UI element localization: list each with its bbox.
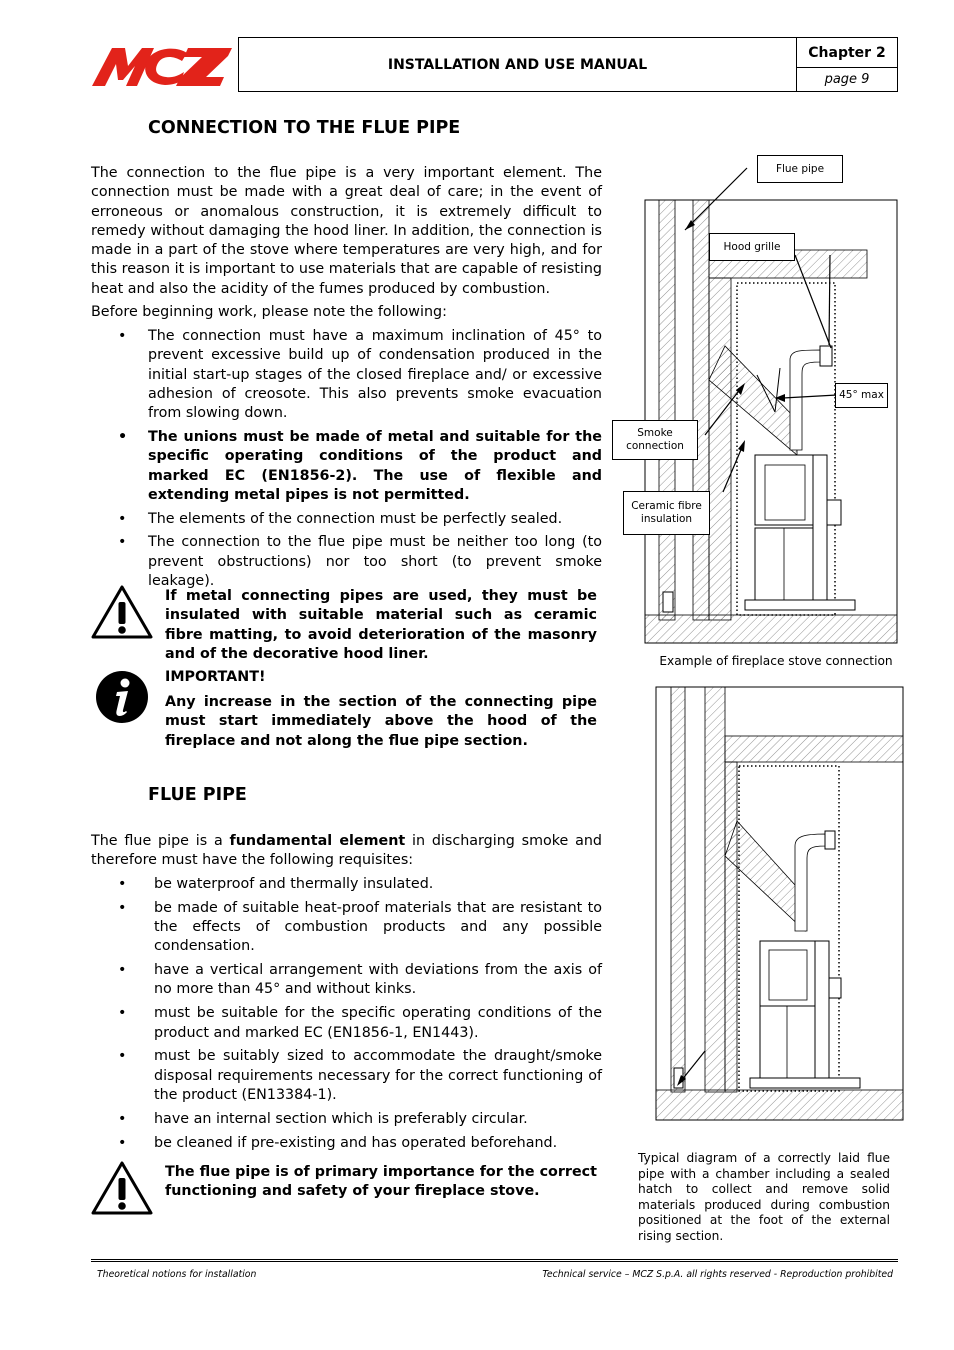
intro-text-end: in discharging smoke and therefore must have the following requisites: (91, 833, 602, 869)
warning-icon (90, 1160, 154, 1216)
flue-pipe-intro (91, 832, 602, 871)
footer-left-text: Theoretical notions for installation (97, 1269, 257, 1280)
list-item: • be waterproof and thermally insulated. (91, 875, 602, 894)
list-item: • be cleaned if pre-existing and has operated beforehand. (91, 1134, 602, 1153)
list-item: • The unions must be made of metal and suitable for the specific operating conditions of the product and marked EC (EN1856-2). The use of flexible and extending metal pipes is not permitted. (91, 428, 602, 505)
footer-right-text: Technical service – MCZ S.p.A. all rights reserved - Reproduction prohibited (542, 1269, 893, 1280)
list-item: • have an internal section which is preferably circular. (91, 1110, 602, 1129)
header-box (238, 37, 898, 92)
intro-text: The flue pipe is a (91, 833, 230, 849)
footer-rule (91, 1259, 898, 1262)
label-smoke-connection: Smoke connection (612, 420, 698, 460)
section-heading-flue-pipe: FLUE PIPE (148, 785, 247, 805)
important-title: IMPORTANT! (165, 669, 266, 685)
label-45-max: 45° max (835, 383, 888, 408)
manual-title: INSTALLATION AND USE MANUAL (239, 38, 797, 91)
warning-text-flue-pipe: The flue pipe is of primary importance for the correct functioning and safety of your fireplace stove. (165, 1164, 597, 1200)
list-item: • must be suitable for the specific operating conditions of the product and marked EC (EN1856-1, EN1443). (91, 1004, 602, 1043)
figure1-caption: Example of fireplace stove connection (659, 654, 893, 668)
figure2-caption: Typical diagram of a correctly laid flue pipe with a chamber including a sealed hatch to collect and remove solid materials produced during combustion positioned at the foot of the external rising section. (638, 1151, 890, 1243)
label-flue-pipe: Flue pipe (757, 155, 843, 183)
chapter-label: Chapter 2 (797, 38, 897, 68)
list-item: • The elements of the connection must be perfectly sealed. (91, 510, 602, 529)
info-icon (95, 670, 149, 724)
list-item: • The connection must have a maximum inclination of 45° to prevent excessive build up of condensation produced in the initial start-up stages of the closed fireplace and/ or excessive adhesion of creosote. This also prevents smoke evacuation from slowing down. (91, 327, 602, 423)
flue-pipe-bullet-list (91, 875, 602, 1157)
section-heading-connection: CONNECTION TO THE FLUE PIPE (148, 118, 461, 138)
warning-text-insulation: If metal connecting pipes are used, they must be insulated with suitable material such as ceramic fibre matting, to avoid deterioration of the masonry and of the decorative hood liner. (165, 588, 597, 662)
page-number: page 9 (824, 72, 870, 87)
label-hood-grille: Hood grille (709, 233, 795, 261)
flue-pipe-chamber-diagram (655, 686, 905, 1122)
label-ceramic-fibre: Ceramic fibre insulation (623, 491, 710, 535)
before-note: Before beginning work, please note the following: (91, 304, 447, 320)
list-item: • The connection to the flue pipe must be neither too long (to prevent obstructions) nor too short (to prevent smoke leakage). (91, 533, 602, 591)
list-item: • be made of suitable heat-proof materials that are resistant to the effects of combustion products and any possible condensation. (91, 899, 602, 957)
intro-emphasis: fundamental element (229, 833, 406, 849)
list-item: • must be suitably sized to accommodate the draught/smoke disposal requirements necessary for the correct functioning of the product (EN13384-1). (91, 1047, 602, 1105)
connection-intro: The connection to the flue pipe is a very important element. The connection must be made with a great deal of care; in the event of erroneous or anomalous construction, it is extremely difficult to remedy without damaging the hood liner. In addition, the connection is made in a part of the stove where temperatures are very high, and for this reason it is important to use materials that are capable of resisting heat and also the acidity of the fumes produced by combustion. (91, 165, 602, 297)
connection-bullet-list (91, 327, 602, 596)
warning-icon (90, 584, 154, 640)
list-item: • have a vertical arrangement with deviations from the axis of no more than 45° and without kinks. (91, 961, 602, 1000)
important-text: Any increase in the section of the connecting pipe must start immediately above the hood of the fireplace and not along the flue pipe section. (165, 694, 597, 749)
mcz-logo (92, 44, 232, 86)
